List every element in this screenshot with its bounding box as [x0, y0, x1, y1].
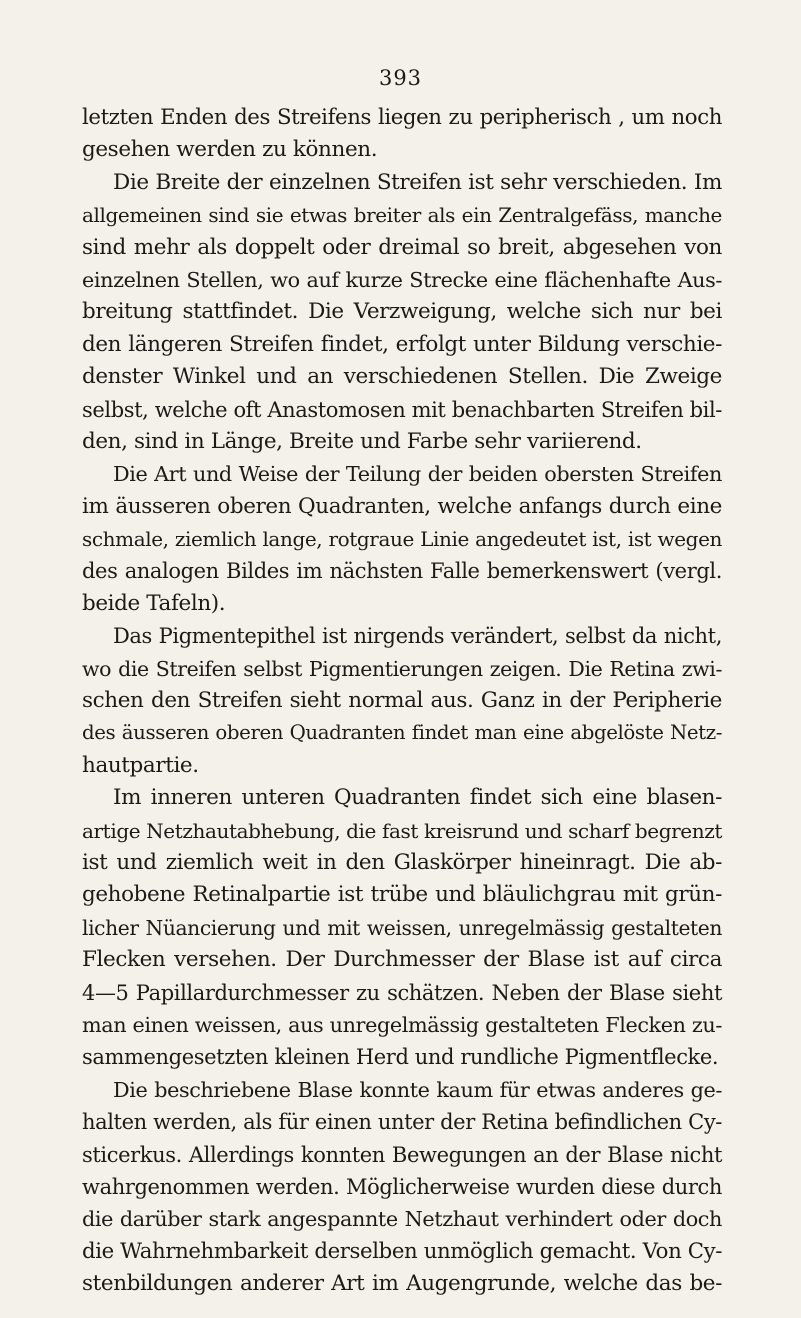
- text-line: sammengesetzten kleinen Herd und rundliche Pigmentflecke.: [82, 1045, 719, 1070]
- body-text: [82, 102, 722, 1300]
- text-line: artige Netzhautabhebung, die fast kreisrund und scharf begrenzt: [82, 818, 722, 843]
- text-line: ist und ziemlich weit in den Glaskörper hineinragt. Die ab-: [82, 849, 722, 875]
- text-line: breitung stattfindet. Die Verzweigung, welche sich nur bei: [82, 299, 722, 325]
- text-line: die Wahrnehmbarkeit derselben unmöglich gemacht. Von Cy-: [82, 1238, 722, 1264]
- text-line: wahrgenommen werden. Möglicherweise wurden diese durch: [82, 1174, 722, 1199]
- text-line: beide Tafeln).: [82, 590, 226, 616]
- text-line: des analogen Bildes im nächsten Falle bemerkenswert (vergl.: [82, 559, 722, 584]
- text-line: den längeren Streifen findet, erfolgt unter Bildung verschie-: [82, 331, 722, 357]
- text-line: schmale, ziemlich lange, rotgraue Linie angedeutet ist, ist wegen: [82, 527, 722, 552]
- text-line: Im inneren unteren Quadranten findet sich eine blasen-: [113, 785, 722, 811]
- text-line: stenbildungen anderer Art im Augengrunde, welche das be-: [82, 1271, 722, 1297]
- page-number: 393: [378, 66, 423, 90]
- text-line: denster Winkel und an verschiedenen Stellen. Die Zweige: [82, 364, 722, 390]
- text-line: Flecken versehen. Der Durchmesser der Blase ist auf circa: [82, 947, 722, 973]
- text-line: sind mehr als doppelt oder dreimal so breit, abgesehen von: [82, 234, 722, 260]
- text-line: hautpartie.: [82, 752, 199, 778]
- text-line: letzten Enden des Streifens liegen zu peripherisch , um noch: [82, 105, 722, 130]
- text-line: des äusseren oberen Quadranten findet man eine abgelöste Netz-: [82, 721, 722, 745]
- text-line: sticerkus. Allerdings konnten Bewegungen an der Blase nicht: [82, 1142, 722, 1167]
- text-line: Die Breite der einzelnen Streifen ist sehr verschieden. Im: [113, 169, 722, 195]
- text-line: gesehen werden zu können.: [82, 137, 378, 163]
- text-line: selbst, welche oft Anastomosen mit benachbarten Streifen bil-: [82, 397, 722, 422]
- text-line: halten werden, als für einen unter der Retina befindlichen Cy-: [82, 1110, 722, 1135]
- text-line: allgemeinen sind sie etwas breiter als ein Zentralgefäss, manche: [82, 203, 722, 228]
- text-line: den, sind in Länge, Breite und Farbe sehr variierend.: [82, 428, 642, 454]
- text-line: man einen weissen, aus unregelmässig gestalteten Flecken zu-: [82, 1012, 722, 1037]
- text-line: die darüber stark angespannte Netzhaut verhindert oder doch: [82, 1207, 722, 1232]
- text-line: Die Art und Weise der Teilung der beiden obersten Streifen: [113, 462, 722, 487]
- text-line: Die beschriebene Blase konnte kaum für etwas anderes ge-: [113, 1077, 722, 1102]
- text-line: Das Pigmentepithel ist nirgends verändert, selbst da nicht,: [113, 624, 722, 649]
- text-line: einzelnen Stellen, wo auf kurze Strecke eine flächenhafte Aus-: [82, 267, 722, 292]
- text-line: 4—5 Papillardurchmesser zu schätzen. Neben der Blase sieht: [82, 980, 722, 1005]
- text-line: wo die Streifen selbst Pigmentierungen zeigen. Die Retina zwi-: [82, 656, 722, 681]
- text-line: schen den Streifen sieht normal aus. Ganz in der Peripherie: [82, 688, 722, 714]
- text-line: licher Nüancierung und mit weissen, unregelmässig gestalteten: [82, 915, 722, 940]
- text-line: im äusseren oberen Quadranten, welche anfangs durch eine: [82, 493, 722, 519]
- text-line: gehobene Retinalpartie ist trübe und bläulichgrau mit grün-: [82, 882, 722, 908]
